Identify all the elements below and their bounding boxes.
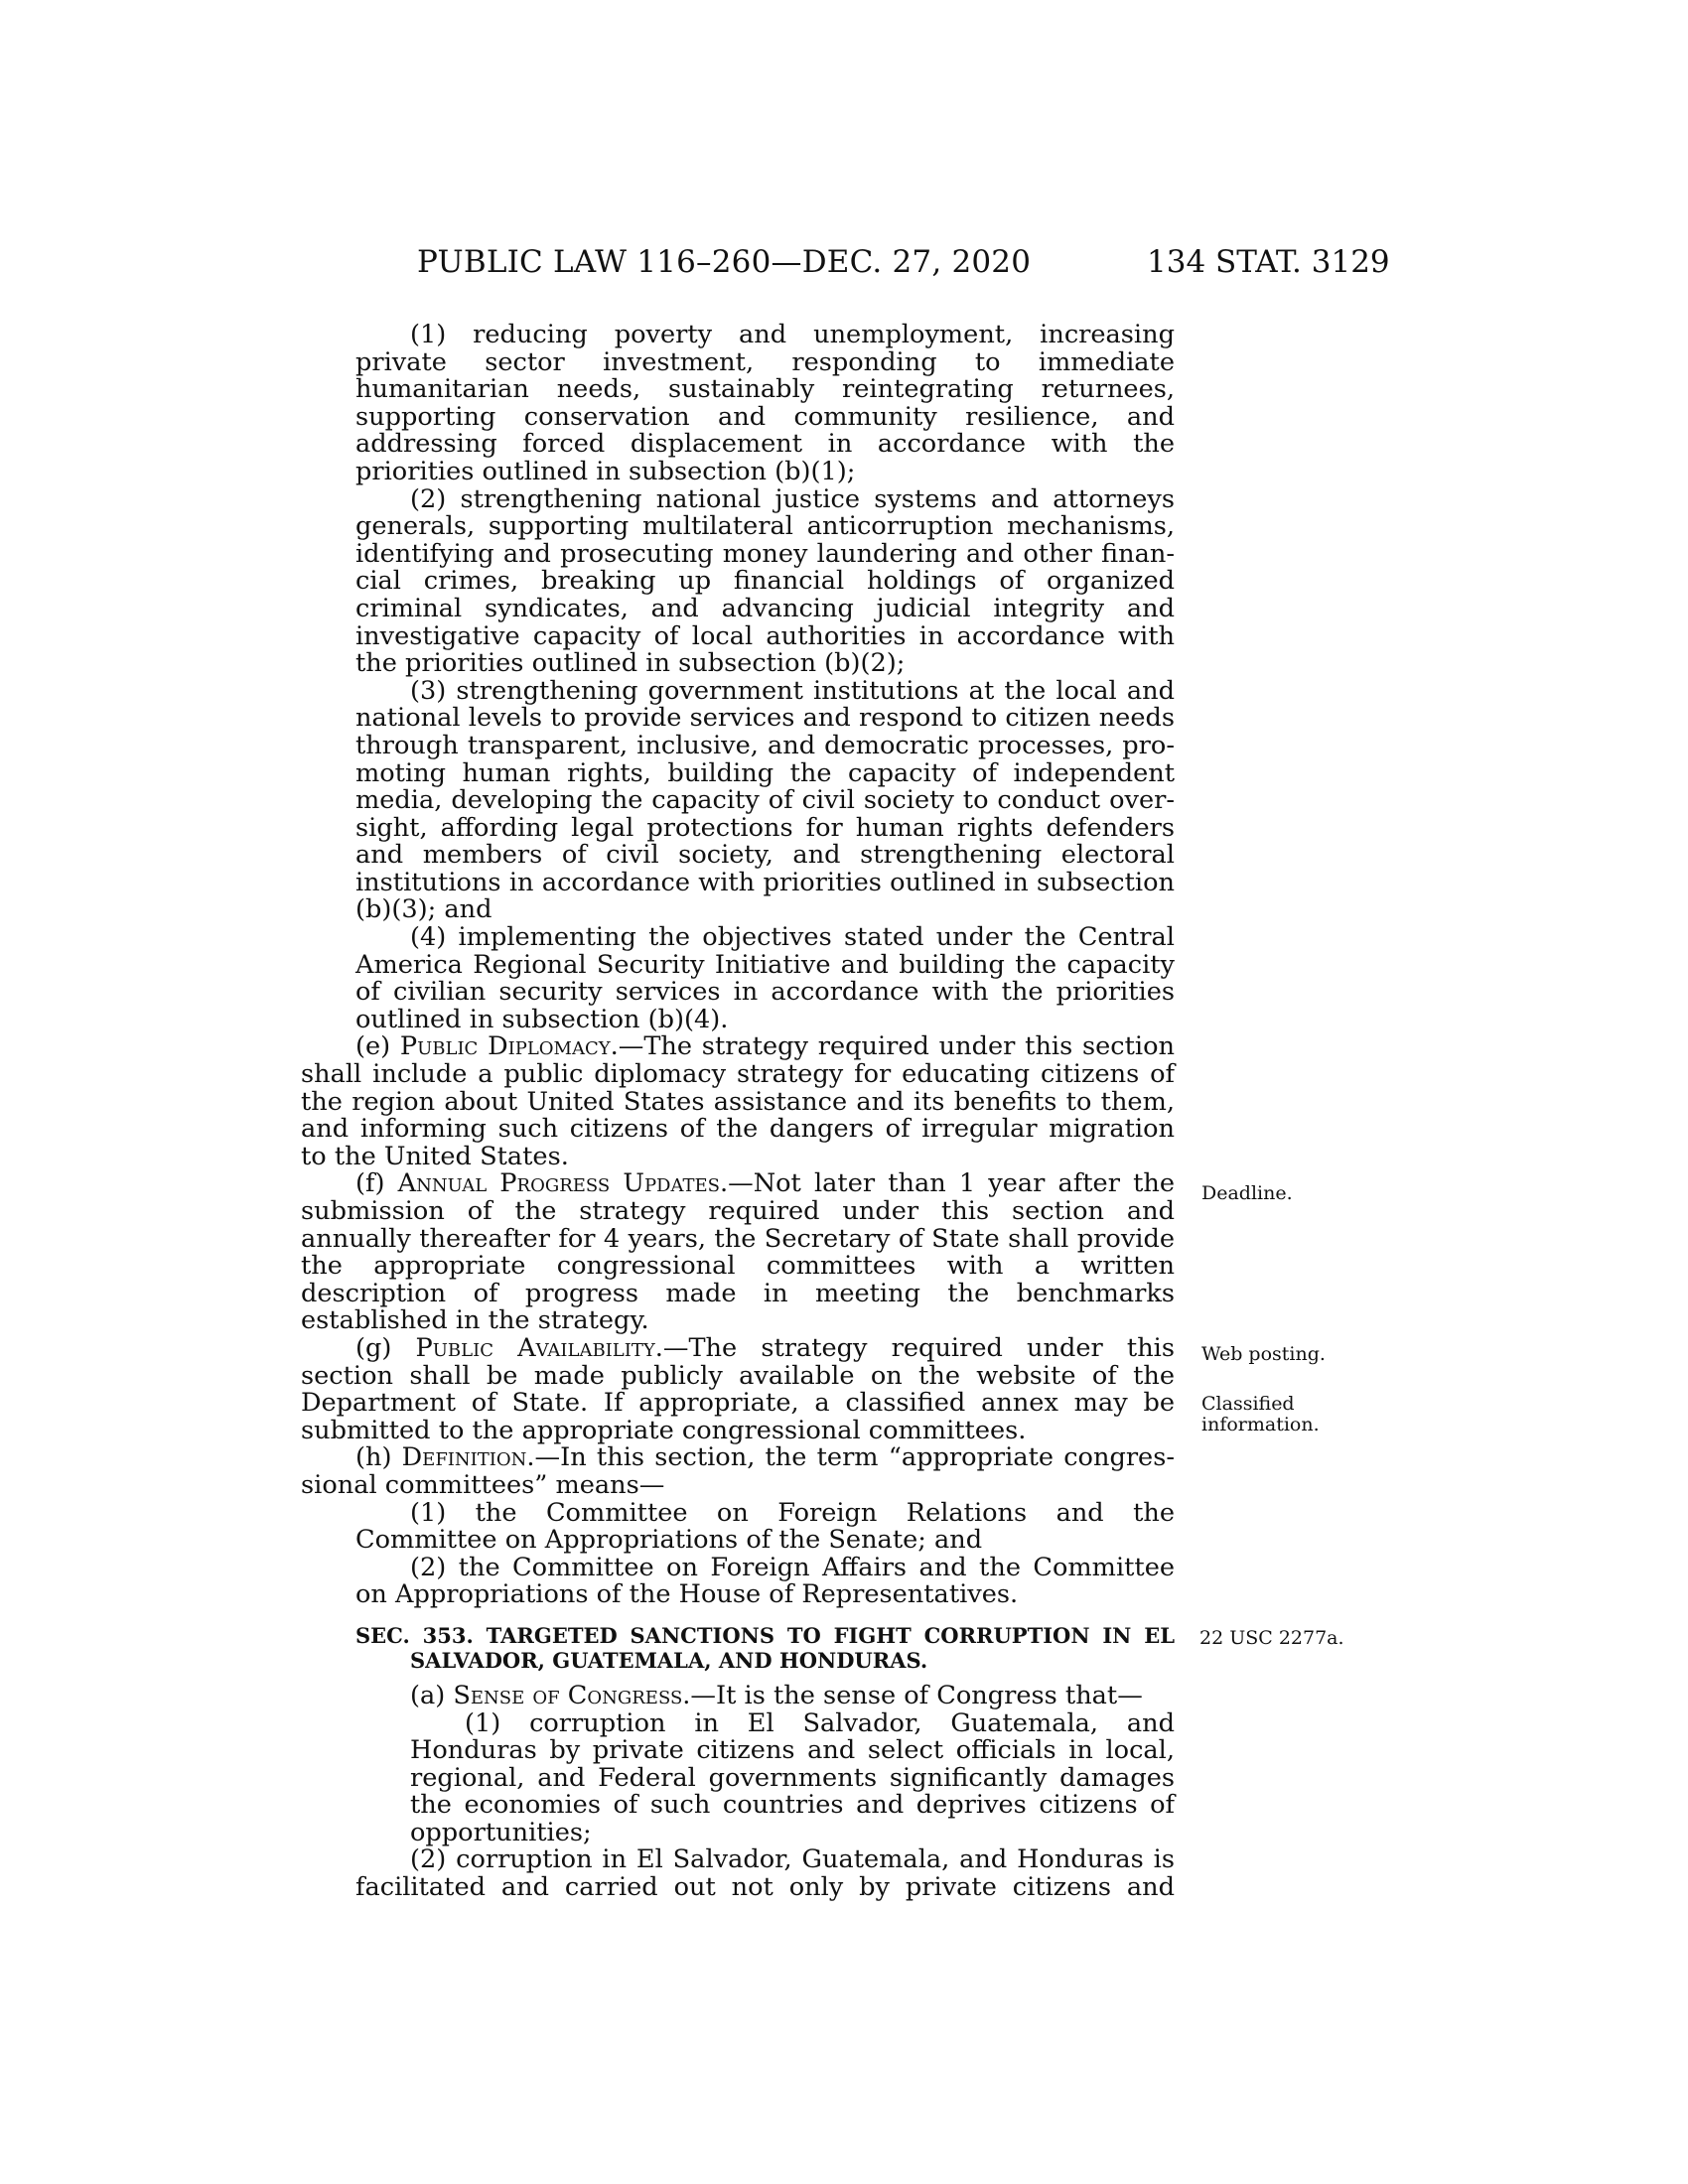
statute-body [301, 320, 1175, 1903]
paragraph-d-4: (4) implementing the objectives stated under the Central America Regional Security Initiative and building the capacity of civilian security services in accordance with the priorities outlined in subsection (b)(4). [355, 922, 1175, 1034]
subsection-353-a: (a) Sense of Congress.—It is the sense of Congress that— [410, 1680, 1143, 1710]
subsection-e: (e) Public Diplomacy.—The strategy required under this section shall include a public diplomacy strategy for educating citizens of the region about United States assistance and its benefits to them, and informing such citizens of the dangers of irregular migration to the United States. [301, 1031, 1175, 1171]
running-header-page-number: 134 STAT. 3129 [1147, 244, 1390, 280]
subsection-f-heading: Annual Progress Updates [397, 1168, 720, 1199]
paragraph-h-1: (1) the Committee on Foreign Relations and the Committee on Appropriations of the Senate; and [355, 1497, 1175, 1556]
margin-note-usc-citation: 22 USC 2277a. [1199, 1627, 1344, 1649]
subsection-g: (g) Public Availability.—The strategy required under this section shall be made publicly available on the website of the Department of State. If appropriate, a classified annex may be submitted to the appropriate congressional committees. [301, 1332, 1175, 1445]
margin-note-classified: Classified information. [1201, 1393, 1320, 1435]
paragraph-a-2: (2) corruption in El Salvador, Guatemala, and Honduras is facilitated and carried out not only by private citizens and [355, 1844, 1175, 1903]
subsection-a-heading: Sense of Congress [453, 1680, 683, 1710]
margin-note-deadline: Deadline. [1201, 1182, 1293, 1204]
subsection-e-heading: Public Diplomacy [399, 1031, 611, 1062]
paragraph-a-1: (1) corruption in El Salvador, Guatemala, and Honduras by private citizens and select officials in local, regional, and Federal governments significantly damages the economies of such countries and deprives citizens of opportunities; [410, 1707, 1175, 1847]
running-header-title: PUBLIC LAW 116–260—DEC. 27, 2020 [417, 244, 1032, 280]
paragraph-d-3: (3) strengthening government institutions at the local and national levels to provide services and respond to citizen needs through transparent, inclusive, and democratic processes, promoting human rights, building the capacity of independent media, developing the capacity of civil society to conduct oversight, affording legal protections for human rights defenders and members of civil society, and strengthening electoral institutions in accordance with priorities outlined in subsection (b)(3); and [355, 675, 1175, 925]
paragraph-d-2: (2) strengthening national justice systems and attorneys generals, supporting multilateral anticorruption mechanisms, identifying and prosecuting money laundering and other financial crimes, breaking up financial holdings of organized criminal syndicates, and advancing judicial integrity and investigative capacity of local authorities in accordance with the priorities outlined in subsection (b)(2); [355, 483, 1175, 679]
margin-note-web-posting: Web posting. [1201, 1343, 1326, 1365]
subsection-g-heading: Public Availability [415, 1332, 655, 1363]
section-353-heading: SEC. 353. TARGETED SANCTIONS TO FIGHT CORRUPTION IN EL SALVADOR, GUATEMALA, AND HONDURAS. [355, 1622, 1175, 1673]
paragraph-h-2: (2) the Committee on Foreign Affairs and the Committee on Appropriations of the House of Representatives. [355, 1552, 1175, 1610]
subsection-h: (h) Definition.—In this section, the term “appropriate congressional committees” means— [301, 1442, 1175, 1500]
subsection-h-heading: Definition [401, 1442, 527, 1473]
paragraph-d-1: (1) reducing poverty and unemployment, increasing private sector investment, responding to immediate humanitarian needs, sustainably reintegrating returnees, supporting conservation and community resilience, and addressing forced displacement in accordance with the priorities outlined in subsection (b)(1); [355, 320, 1175, 486]
subsection-f: (f) Annual Progress Updates.—Not later than 1 year after the submission of the strategy required under this section and annually thereafter for 4 years, the Secretary of State shall provide the appropriate congressional committees with a written description of progress made in meeting the benchmarks established in the strategy. [301, 1168, 1175, 1336]
